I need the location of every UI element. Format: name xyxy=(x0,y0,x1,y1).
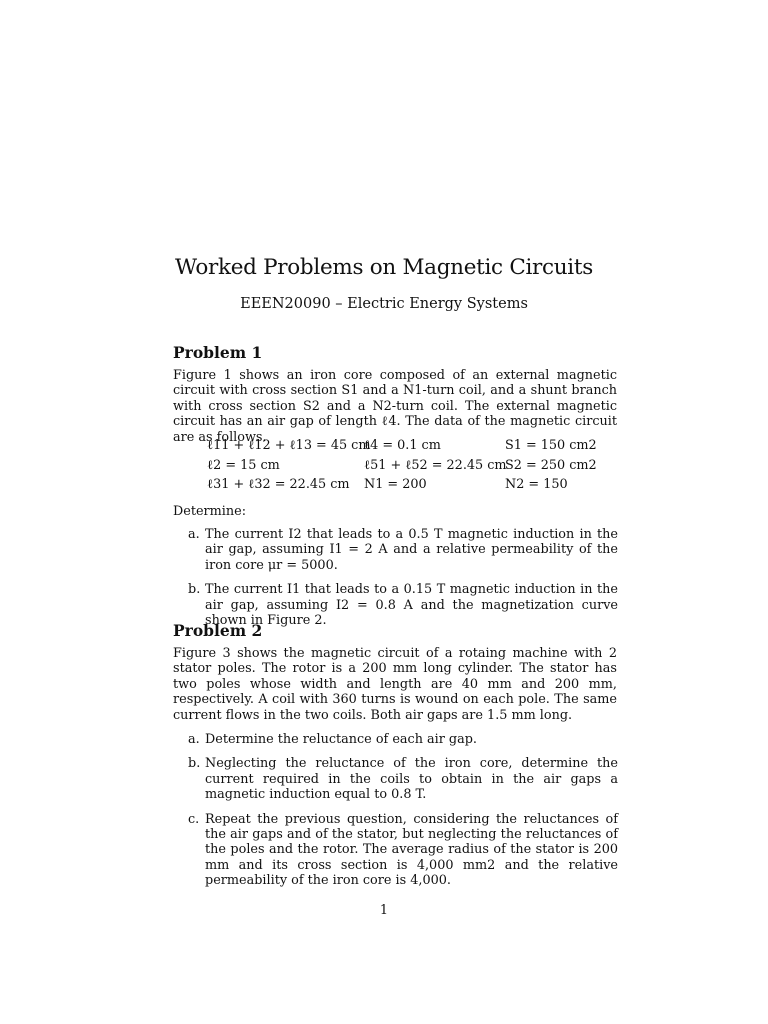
list-item xyxy=(188,756,618,802)
determine-label-wrap xyxy=(173,504,617,519)
list-item-text: The current I1 that leads to a 0.15 T magnetic induction in the air gap, assuming I2 = 0.8 A and the magnetization curve shown in Figure 2. xyxy=(205,582,618,629)
list-marker: b. xyxy=(188,756,201,772)
document-subtitle: EEEN20090 – Electric Energy Systems xyxy=(240,296,528,312)
list-marker: a. xyxy=(188,732,200,747)
data-cell: ℓ4 = 0.1 cm xyxy=(364,438,441,453)
list-item-text: Repeat the previous question, considering the reluctances of the air gaps and of the stator, but neglecting the reluctances of the poles and the rotor. The average radius of the stator is 200 mm and its cross section is 4,000 mm2 and the relative permeability of the iron core is 4,000. xyxy=(205,811,618,889)
problem-2-heading: Problem 2 xyxy=(173,621,263,640)
problem-2-section xyxy=(173,621,617,640)
data-cell: ℓ11 + ℓ12 + ℓ13 = 45 cm xyxy=(207,438,371,453)
list-item xyxy=(188,732,618,747)
problem-2-intro-text: Figure 3 shows the magnetic circuit of a rotaing machine with 2 stator poles. The rotor is a 200 mm long cylinder. The stator has two poles whose width and length are 40 mm and 200 mm, respectively. A coil with 360 turns is wound on each pole. The same current flows in the two coils. Both air gaps are 1.5 mm long. xyxy=(173,646,617,723)
list-item-text: Determine the reluctance of each air gap. xyxy=(205,732,477,747)
data-cell: S1 = 150 cm2 xyxy=(505,438,597,453)
data-cell: ℓ31 + ℓ32 = 22.45 cm xyxy=(207,477,350,492)
data-cell: N1 = 200 xyxy=(364,477,427,492)
list-item-text: The current I2 that leads to a 0.5 T magnetic induction in the air gap, assuming I1 = 2 A and a relative permeability of the iron core μr = 5000. xyxy=(205,527,618,573)
list-marker: c. xyxy=(188,811,200,827)
problem-1-intro-text: Figure 1 shows an iron core composed of an external magnetic circuit with cross section S1 and a N1-turn coil, and a shunt branch with cross section S2 and a N2-turn coil. The external magnetic circuit has an air gap of length ℓ4. The data of the magnetic circuit are as follows. xyxy=(173,368,617,445)
data-cell: N2 = 150 xyxy=(505,477,568,492)
problem-1-heading: Problem 1 xyxy=(173,343,263,362)
document-title: Worked Problems on Magnetic Circuits xyxy=(175,255,593,280)
data-cell: ℓ51 + ℓ52 = 22.45 cm xyxy=(364,458,507,473)
list-marker: a. xyxy=(188,527,200,542)
determine-label: Determine: xyxy=(173,504,247,519)
page-number: 1 xyxy=(379,903,389,918)
list-item-text: Neglecting the reluctance of the iron core, determine the current required in the coils to obtain in the air gaps a magnetic induction equal to 0.8 T. xyxy=(205,756,618,803)
problem-1-list xyxy=(188,527,618,628)
list-item xyxy=(188,527,618,573)
data-cell: S2 = 250 cm2 xyxy=(505,458,597,473)
problem-1-section xyxy=(173,343,617,362)
problem-2-list xyxy=(188,732,618,889)
problem-2-intro xyxy=(173,646,617,723)
data-cell: ℓ2 = 15 cm xyxy=(207,458,280,473)
problem-1-intro xyxy=(173,368,617,445)
list-item xyxy=(188,812,618,889)
list-marker: b. xyxy=(188,582,201,598)
